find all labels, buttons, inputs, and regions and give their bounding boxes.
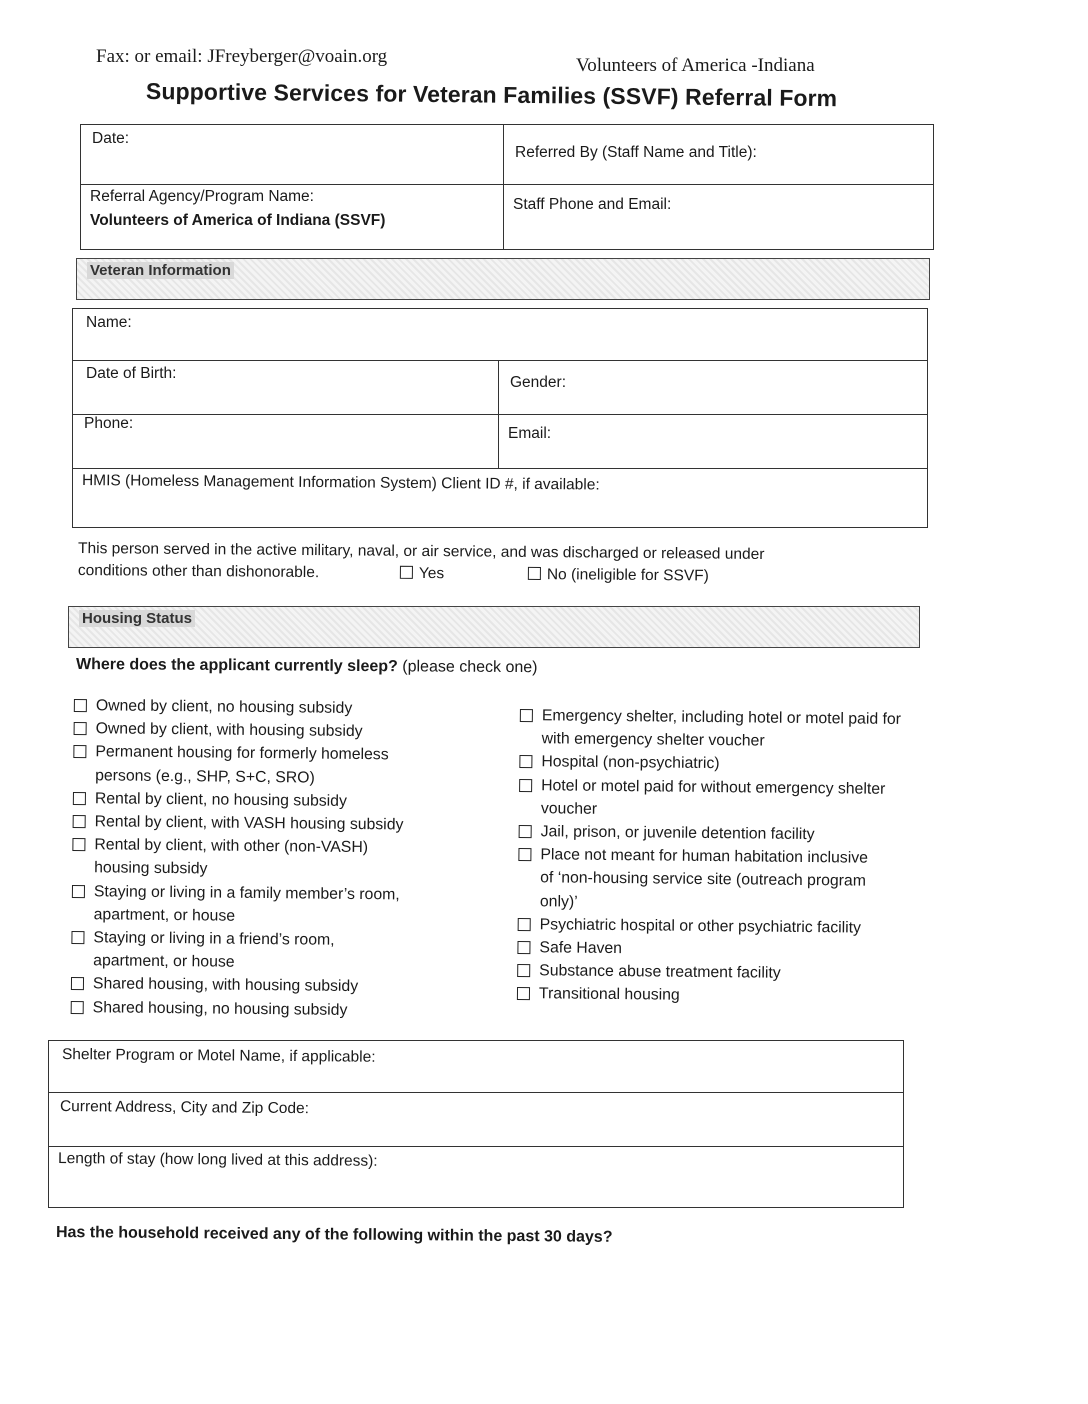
- housing-options-left: [71, 694, 464, 1023]
- checkbox-icon[interactable]: [71, 1001, 84, 1014]
- housing-option-label: Place not meant for human habitation inclusive of ‘non-housing service site (outreach program only)’: [539, 846, 869, 911]
- housing-option-label: Rental by client, with VASH housing subsidy: [94, 813, 404, 834]
- service-yes-label: Yes: [418, 564, 445, 583]
- residence-table: [48, 1040, 904, 1208]
- phone-label: Phone:: [84, 415, 134, 432]
- contact-line: Fax: or email: JFreyberger@voain.org: [96, 46, 388, 67]
- checkbox-icon[interactable]: [71, 977, 84, 990]
- referral-table-divider: [503, 124, 504, 250]
- gender-field[interactable]: [510, 374, 566, 392]
- date-field[interactable]: [92, 130, 129, 148]
- checkbox-icon[interactable]: [73, 792, 86, 805]
- housing-option-label: Rental by client, no housing subsidy: [94, 790, 348, 810]
- housing-option-label: Shared housing, no housing subsidy: [92, 998, 348, 1019]
- housing-option-label: Staying or living in a family member’s room, apartment, or house: [93, 882, 400, 925]
- benefits-question: Has the household received any of the following within the past 30 days?: [55, 1224, 613, 1246]
- housing-option-label: Safe Haven: [539, 939, 623, 958]
- referred-by-field[interactable]: [515, 144, 757, 162]
- checkbox-icon[interactable]: [71, 931, 84, 944]
- housing-option[interactable]: [518, 843, 871, 916]
- shelter-name-label: Shelter Program or Motel Name, if applicable:: [61, 1046, 376, 1066]
- checkbox-icon[interactable]: [519, 755, 532, 768]
- housing-option-label: Substance abuse treatment facility: [539, 962, 781, 982]
- dob-field[interactable]: [86, 365, 176, 383]
- housing-option[interactable]: [519, 774, 911, 825]
- form-title: Supportive Services for Veteran Families (SSVF) Referral Form: [145, 78, 838, 112]
- name-label: Name:: [86, 314, 132, 331]
- housing-option-label: Rental by client, with other (non-VASH) housing subsidy: [94, 836, 369, 878]
- sleep-question-note: (please check one): [402, 658, 538, 677]
- housing-option[interactable]: [71, 926, 413, 976]
- checkbox-icon[interactable]: [519, 825, 532, 838]
- housing-option-label: Transitional housing: [538, 985, 680, 1005]
- checkbox-icon[interactable]: [528, 567, 541, 580]
- housing-option[interactable]: [517, 982, 907, 1009]
- checkbox-icon[interactable]: [520, 709, 533, 722]
- housing-option-label: Staying or living in a friend’s room, apartment, or house: [93, 929, 335, 971]
- housing-option-label: Jail, prison, or juvenile detention facility: [540, 823, 815, 844]
- referred-by-label: Referred By (Staff Name and Title):: [515, 144, 757, 161]
- veteran-info-table: [72, 308, 928, 528]
- shelter-name-field[interactable]: [62, 1046, 376, 1067]
- length-of-stay-label: Length of stay (how long lived at this address):: [57, 1150, 378, 1170]
- length-of-stay-field[interactable]: [58, 1150, 378, 1171]
- checkbox-icon[interactable]: [73, 815, 86, 828]
- organization-name: Volunteers of America -Indiana: [576, 55, 815, 76]
- housing-option[interactable]: [520, 704, 917, 755]
- housing-option-label: Owned by client, no housing subsidy: [95, 697, 353, 717]
- current-address-field[interactable]: [60, 1098, 309, 1118]
- checkbox-icon[interactable]: [74, 699, 87, 712]
- service-statement: [78, 538, 898, 589]
- service-statement-text: This person served in the active military, naval, or air service, and was discharged or released under conditions other than dishonorable.: [77, 540, 765, 582]
- dob-label: Date of Birth:: [86, 365, 177, 382]
- service-no-label: No (ineligible for SSVF): [546, 566, 709, 585]
- referral-table-row-divider: [80, 184, 934, 185]
- agency-field[interactable]: [90, 188, 385, 230]
- checkbox-icon[interactable]: [518, 918, 531, 931]
- housing-status-heading-bar: [68, 606, 920, 648]
- housing-option-label: Owned by client, with housing subsidy: [95, 720, 363, 741]
- housing-option-label: Psychiatric hospital or other psychiatric facility: [539, 916, 862, 937]
- hmis-label: HMIS (Homeless Management Information System) Client ID #, if available:: [81, 472, 600, 494]
- checkbox-icon[interactable]: [73, 745, 86, 758]
- checkbox-icon[interactable]: [72, 838, 85, 851]
- service-no-option[interactable]: [528, 564, 709, 588]
- housing-options-right: [517, 704, 910, 1010]
- checkbox-icon[interactable]: [517, 987, 530, 1000]
- housing-option-label: Hospital (non-psychiatric): [541, 753, 720, 773]
- name-field[interactable]: [86, 314, 132, 332]
- checkbox-icon[interactable]: [72, 885, 85, 898]
- veteran-info-heading-bar: [76, 258, 930, 300]
- veteran-row-divider-2: [72, 414, 928, 415]
- checkbox-icon[interactable]: [400, 566, 413, 579]
- housing-option[interactable]: [73, 740, 435, 790]
- housing-option[interactable]: [72, 880, 464, 931]
- email-label: Email:: [508, 425, 552, 442]
- checkbox-icon[interactable]: [519, 779, 532, 792]
- checkbox-icon[interactable]: [518, 848, 531, 861]
- checkbox-icon[interactable]: [517, 941, 530, 954]
- residence-row-divider-2: [48, 1146, 904, 1147]
- housing-option[interactable]: [71, 996, 461, 1023]
- veteran-col-divider: [498, 360, 499, 468]
- housing-option-label: Permanent housing for formerly homeless persons (e.g., SHP, S+C, SRO): [95, 743, 389, 787]
- referral-table: [80, 124, 934, 250]
- agency-value: Volunteers of America of Indiana (SSVF): [90, 212, 386, 229]
- veteran-info-heading: Veteran Information: [87, 262, 234, 279]
- veteran-row-divider-3: [72, 468, 928, 469]
- veteran-row-divider-1: [72, 360, 928, 361]
- residence-row-divider-1: [48, 1092, 904, 1093]
- gender-label: Gender:: [510, 374, 567, 391]
- staff-contact-label: Staff Phone and Email:: [513, 196, 672, 213]
- phone-field[interactable]: [84, 415, 133, 433]
- current-address-label: Current Address, City and Zip Code:: [59, 1098, 310, 1118]
- service-yes-option[interactable]: [400, 563, 444, 585]
- housing-status-heading: Housing Status: [79, 610, 195, 627]
- checkbox-icon[interactable]: [74, 722, 87, 735]
- sleep-question-bold: Where does the applicant currently sleep?: [75, 656, 398, 676]
- housing-option-label: Hotel or motel paid for without emergency shelter voucher: [540, 776, 886, 818]
- housing-option-label: Emergency shelter, including hotel or motel paid for with emergency shelter voucher: [541, 707, 902, 750]
- date-label: Date:: [92, 130, 130, 147]
- housing-option-label: Shared housing, with housing subsidy: [92, 975, 359, 996]
- checkbox-icon[interactable]: [517, 964, 530, 977]
- agency-label: Referral Agency/Program Name:: [90, 188, 314, 205]
- housing-option[interactable]: [72, 833, 424, 883]
- email-field[interactable]: [508, 425, 551, 443]
- staff-contact-field[interactable]: [513, 196, 671, 214]
- sleep-location-question: [76, 656, 538, 677]
